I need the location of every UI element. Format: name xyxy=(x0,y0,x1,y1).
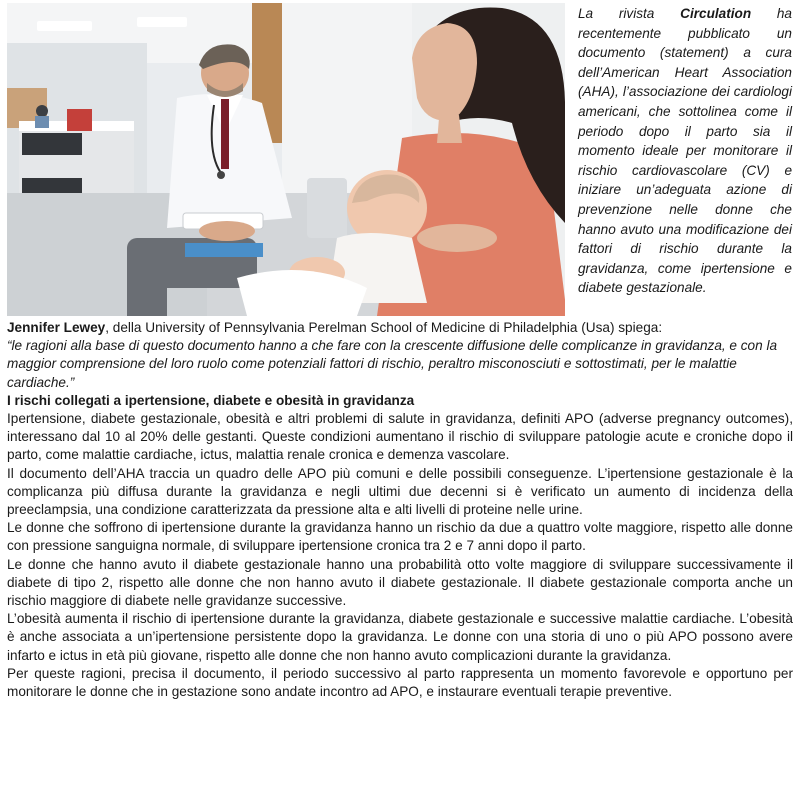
paragraph: L’obesità aumenta il rischio di ipertensione durante la gravidanza, diabete gestazionale e successive malattie cardiache. L’obesità è anche associata a un’ipertensione persistente dopo la gravidanza. Le donne con una storia di uno o più APO possono avere infarto e ictus in età più giovane, rispetto alle donne che non hanno avuto complicazioni durante la gravidanza. xyxy=(7,611,793,663)
author-name: Jennifer Lewey xyxy=(7,320,106,335)
article-body xyxy=(7,319,793,701)
section-heading: I rischi collegati a ipertensione, diabete e obesità in gravidanza xyxy=(7,392,415,408)
quote-paragraph: “le ragioni alla base di questo documento hanno a che fare con la crescente diffusione delle complicanze in gravidanza, e con la maggior comprensione del loro ruolo come potenziali fattori di rischio, peraltro misconosciuti e sottostimati, per le malattie cardiache.” xyxy=(7,338,778,390)
intro-text-after: ha recentemente pubblicato un documento (statement) a cura dell’American Heart Association (AHA), l’associazione dei cardiologi americani, che sottolinea come il periodo dopo il parto sia il momento ideale per monitorare il rischio cardiovascolare (CV) e iniziare un’adeguata azione di prevenzione nelle donne che hanno avuto una modificazione dei fattori di rischio durante la gravidanza, come ipertensione e diabete gestazionale. xyxy=(578,6,792,296)
paragraph: Ipertensione, diabete gestazionale, obesità e altri problemi di salute in gravidanza, definiti APO (adverse pregnancy outcomes), interessano dal 10 al 20% delle gestanti. Queste condizioni aumentano il rischio di sviluppare patologie acute e croniche dopo il parto, come malattie cardiache, ictus, malattia renale cronica e demenza vascolare. xyxy=(7,411,793,463)
article-photo xyxy=(7,3,565,316)
intro-text-before: La rivista xyxy=(578,6,681,21)
paragraph: Le donne che soffrono di ipertensione durante la gravidanza hanno un rischio da due a quattro volte maggiore, rispetto alle donne con pressione sanguigna normale, di sviluppare ipertensione cronica tra 2 e 7 anni dopo il parto. xyxy=(7,520,793,554)
paragraph: Il documento dell’AHA traccia un quadro delle APO più comuni e delle possibili conseguenze. L’ipertensione gestazionale è la complicanza più diffusa durante la gravidanza e negli ultimi due decenni si è verificato un aumento di incidenza della preeclampsia, una condizione caratterizzata da pressione alta e alti livelli di proteine nelle urine. xyxy=(7,465,793,518)
intro-paragraph xyxy=(578,4,792,298)
lead-paragraph xyxy=(7,319,793,337)
paragraph: Le donne che hanno avuto il diabete gestazionale hanno una probabilità otto volte maggiore di sviluppare successivamente il diabete di tipo 2, rispetto alle donne che non hanno avuto il diabete gestazionale. Il diabete gestazionale comporta anche un rischio maggiore di diabete nelle gravidanze successive. xyxy=(7,556,793,609)
paragraph: Per queste ragioni, precisa il documento, il periodo successivo al parto rappresenta un momento favorevole e opportuno per monitorare le donne che in gestazione sono andate incontro ad APO, e instaurare eventuali terapie preventive. xyxy=(7,665,793,700)
author-affiliation: , della University of Pennsylvania Perelman School of Medicine di Philadelphia (Usa) spiega: xyxy=(105,320,663,335)
doctor-mother-baby-illustration xyxy=(7,3,565,316)
journal-name: Circulation xyxy=(680,6,752,21)
